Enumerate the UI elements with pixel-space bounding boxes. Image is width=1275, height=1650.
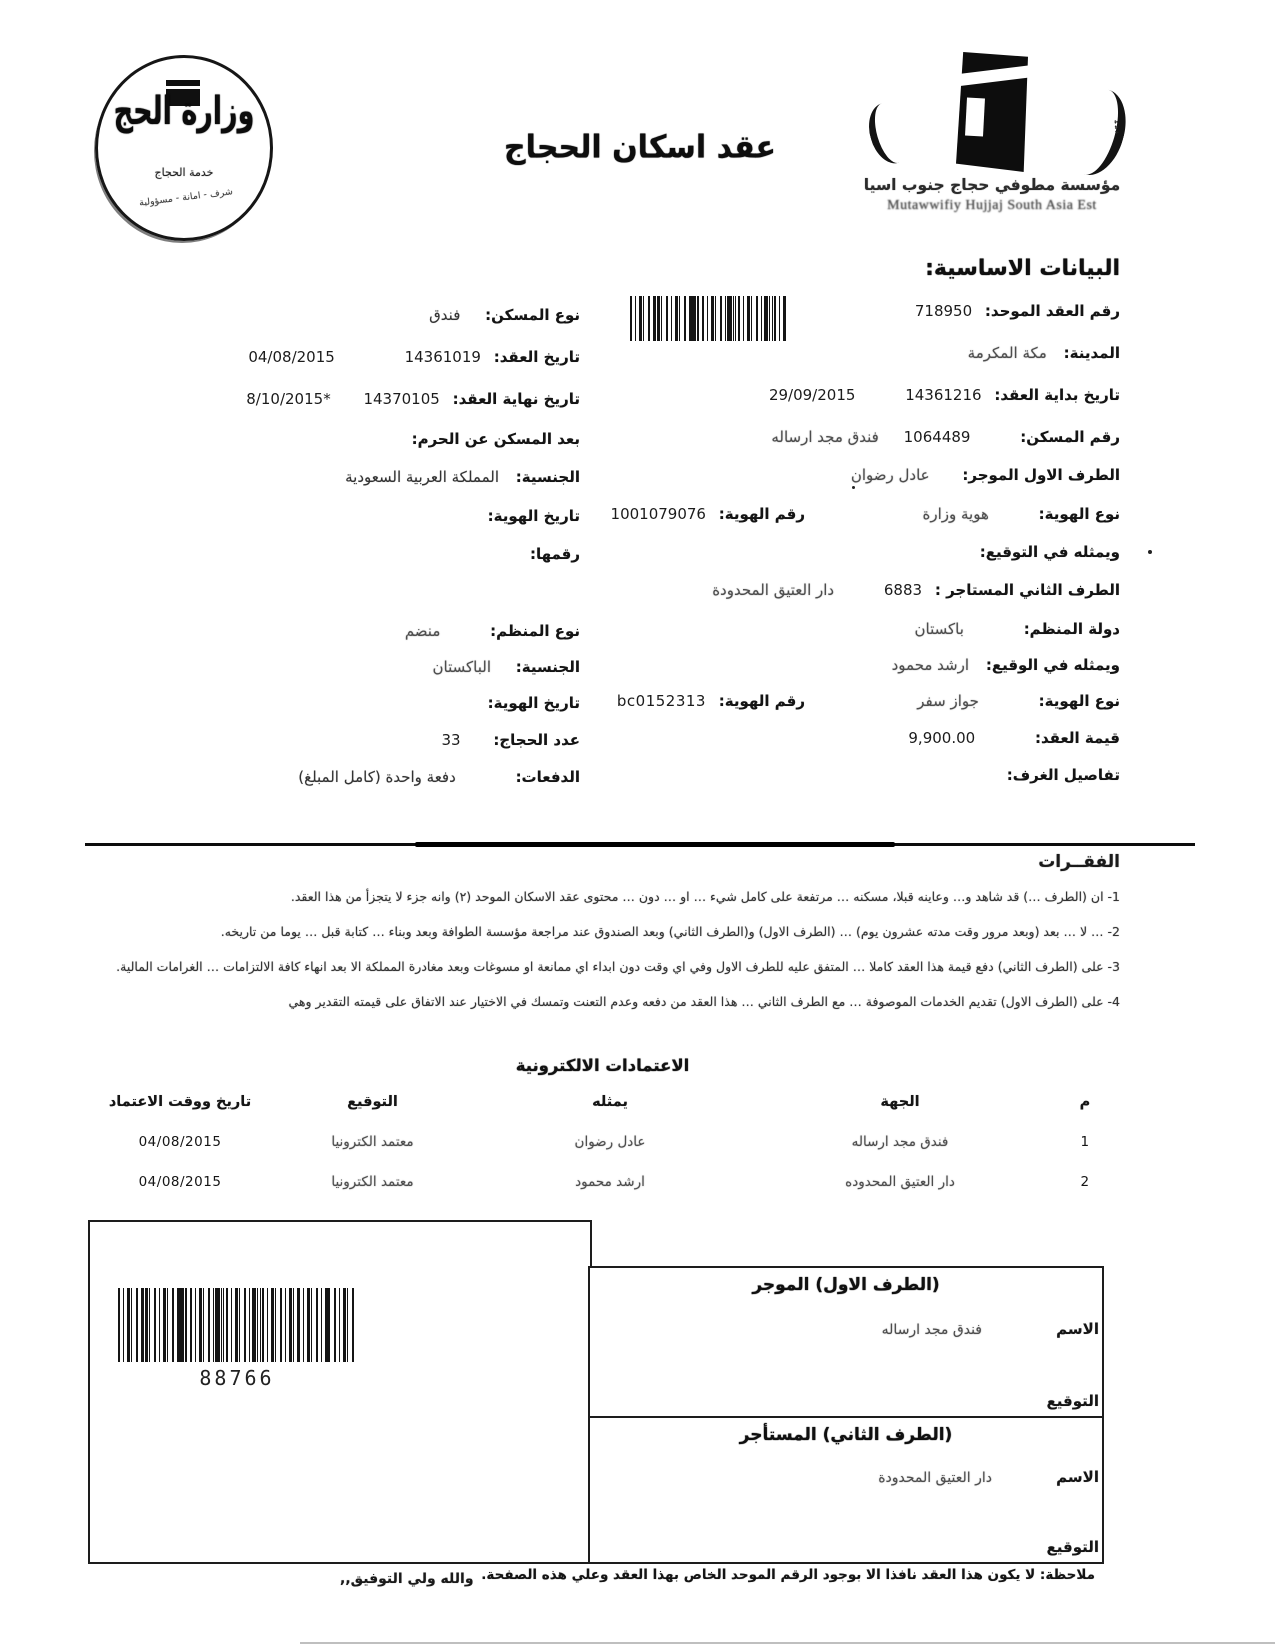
field-label: تاريخ بداية العقد:	[994, 386, 1120, 404]
name-value: فندق مجد ارساله	[881, 1322, 982, 1338]
clauses-list	[88, 884, 1120, 1024]
col-header-approval-datetime: تاريخ ووقت الاعتماد	[108, 1094, 252, 1110]
seal-motto-text: شرف - امانة - مسؤولية	[138, 186, 234, 209]
seal-ministry-text: وزارة الحج	[113, 89, 255, 134]
field-label: المدينة:	[1063, 344, 1120, 362]
field-room-details	[1007, 766, 1120, 784]
field-label: قيمة العقد:	[1034, 729, 1120, 747]
table-row	[85, 1134, 1120, 1150]
field-value: فندق	[429, 306, 461, 324]
contract-barcode	[630, 296, 786, 341]
field-nationality-2	[433, 658, 580, 676]
col-header-signature: التوقيع	[347, 1094, 398, 1110]
field-label: نوع الهوية:	[1038, 505, 1120, 523]
field-city	[968, 344, 1120, 362]
seal-service-text: خدمة الحجاج	[154, 166, 214, 179]
field-rep-signature-2	[892, 656, 1120, 674]
name-value: دار العتيق المحدودة	[878, 1470, 992, 1486]
field-payments	[298, 768, 580, 786]
second-party-signature-box	[588, 1416, 1104, 1564]
name-label: الاسم	[1056, 1468, 1099, 1486]
contract-number-barcode	[118, 1288, 356, 1362]
cell-entity: دار العتيق المحدوده	[845, 1174, 955, 1190]
cell-serial: 1	[1080, 1134, 1090, 1150]
barcode-box	[88, 1220, 592, 1564]
field-label: نوع الهوية:	[1038, 692, 1120, 710]
scan-speck	[852, 486, 855, 489]
cell-approval-datetime: 04/08/2015	[138, 1134, 222, 1150]
field-label: تاريخ نهاية العقد:	[452, 390, 580, 408]
barcode-number: 88766	[199, 1366, 275, 1390]
table-row	[85, 1174, 1120, 1190]
field-label: تاريخ الهوية:	[487, 507, 580, 525]
field-housing-name: فندق مجد ارساله	[771, 428, 879, 446]
cell-signature: معتمد الكترونيا	[331, 1174, 414, 1190]
field-label: ويمثله في الوقيع:	[985, 656, 1120, 674]
footer-closing: والله ولي التوفيق,,	[340, 1571, 474, 1587]
col-header-representative: يمثله	[592, 1094, 628, 1110]
field-label: نوع المسكن:	[485, 306, 580, 324]
basic-data-section-title: البيانات الاساسية:	[925, 256, 1120, 281]
field-unified-contract-no	[915, 302, 1120, 320]
scan-speck	[1148, 550, 1152, 554]
field-label: عدد الحجاج:	[493, 731, 580, 749]
field-value: 718950	[914, 302, 973, 320]
field-label: الطرف الاول الموجر:	[962, 466, 1120, 484]
field-label: رقمها:	[529, 545, 580, 563]
field-id-type-2	[917, 692, 1120, 710]
field-gregorian-date: 04/08/2015	[248, 348, 335, 366]
field-label: تاريخ العقد:	[493, 348, 580, 366]
field-value: 9,900.00	[908, 729, 976, 747]
field-value: دفعة واحدة (كامل المبلغ)	[298, 768, 456, 786]
field-pilgrims-count	[441, 731, 580, 749]
approvals-table	[85, 1094, 1120, 1214]
clause-item: 2- … لا … بعد (وبعد مرور وقت مدته عشرون يوم) … (الطرف الاول) و(الطرف الثاني) وبعد الصندوق عند مراجعة مؤسسة الطوافة وبعد وبناء … كتابة قبل … يوما من تاريخه.	[220, 924, 1120, 939]
kaaba-door-decoration	[965, 98, 985, 137]
field-contract-date	[248, 348, 580, 366]
field-value: هوية وزارة	[922, 505, 989, 523]
cell-approval-datetime: 04/08/2015	[138, 1174, 222, 1190]
field-value: 6883	[883, 581, 923, 599]
crescent-right-icon	[1058, 82, 1135, 182]
field-label: تاريخ الهوية:	[487, 694, 580, 712]
approvals-section-title: الاعتمادات الالكترونية	[515, 1056, 690, 1075]
field-label: الدفعات:	[515, 768, 580, 786]
signature-box-title: (الطرف الاول) الموجر	[752, 1275, 940, 1295]
field-hijri-date: 14370105	[363, 390, 440, 408]
field-housing-no	[771, 428, 1120, 446]
field-value: 1064489	[903, 428, 971, 446]
field-id-no-2	[617, 692, 805, 710]
scan-edge-line	[300, 1642, 1275, 1644]
field-first-party	[851, 466, 1120, 484]
field-label: رقم الهوية:	[718, 692, 805, 710]
field-label: دولة المنظم:	[1023, 620, 1120, 638]
field-label: ويمثله في التوقيع:	[979, 543, 1120, 561]
document-title: عقد اسكان الحجاج	[503, 129, 777, 166]
cell-representative: عادل رضوان	[574, 1134, 646, 1150]
footer-note: ملاحظة: لا يكون هذا العقد نافذا الا بوجود الرقم الموحد الخاص بهذا العقد وعلي هذه الصفحة.	[481, 1567, 1095, 1583]
field-id-date-1	[488, 507, 580, 525]
field-organizer-type	[405, 622, 580, 640]
field-value: باكستان	[914, 620, 964, 638]
cell-serial: 2	[1080, 1174, 1090, 1190]
field-value: منضم	[404, 622, 441, 640]
field-gregorian-date: *8/10/2015	[246, 390, 331, 408]
clauses-section-title: الفقــرات	[1038, 852, 1120, 872]
field-label: نوع المنظم:	[490, 622, 580, 640]
field-nationality-1	[345, 468, 580, 486]
field-value: bc0152313	[616, 692, 706, 710]
field-tenant-name: دار العتيق المحدودة	[712, 581, 835, 599]
establishment-name-english: Mutawwifiy Hujjaj South Asia Est	[887, 198, 1097, 213]
field-label: الجنسية:	[515, 658, 580, 676]
clause-item: 4- على (الطرف الاول) تقديم الخدمات الموصوفة … مع الطرف الثاني … هذا العقد من دفعه وعدم التعنت وتمسك في الاختيار عند الاتفاق على قيمته التقدير وهي	[288, 994, 1120, 1009]
establishment-name-arabic: مؤسسة مطوفي حجاج جنوب اسيا	[863, 176, 1121, 194]
field-gregorian-date: 29/09/2015	[768, 386, 856, 404]
field-label: رقم العقد الموحد:	[984, 302, 1120, 320]
col-header-serial: م	[1079, 1094, 1091, 1110]
cell-entity: فندق مجد ارساله	[851, 1134, 949, 1150]
field-organizer-country	[915, 620, 1120, 638]
field-start-date	[769, 386, 1120, 404]
field-id-date-2	[488, 694, 580, 712]
field-label: رقم المسكن:	[1020, 428, 1120, 446]
field-id-no-1	[611, 505, 805, 523]
name-label: الاسم	[1056, 1320, 1099, 1338]
col-header-entity: الجهة	[880, 1094, 920, 1110]
cell-representative: ارشد محمود	[575, 1174, 645, 1190]
field-label: بعد المسكن عن الحرم:	[411, 430, 580, 448]
signature-label: التوقيع	[1046, 1538, 1099, 1556]
section-divider	[85, 843, 1195, 846]
first-party-signature-box	[588, 1266, 1104, 1420]
field-end-date	[246, 390, 580, 408]
field-value: الباكستان	[432, 658, 492, 676]
ministry-of-hajj-seal	[95, 55, 273, 241]
field-id-type-1	[922, 505, 1120, 523]
field-value: ارشد محمود	[891, 656, 970, 674]
establishment-logo	[858, 40, 1126, 225]
field-rep-signature-1	[980, 543, 1120, 561]
field-value: عادل رضوان	[850, 466, 930, 484]
field-value: 1001079076	[610, 505, 706, 523]
field-id-number-ref	[530, 545, 580, 563]
clause-item: 1- ان (الطرف …) قد شاهد و… وعاينه قبلا، مسكنه … مرتفعة على كامل شيء … او … دون … محتوى عقد الاسكان الموحد (٢) وانه جزء لا يتجزأ من هذا العقد.	[290, 889, 1120, 904]
field-hijri-date: 14361216	[905, 386, 982, 404]
field-label: تفاصيل الغرف:	[1006, 766, 1120, 784]
field-value: المملكة العربية السعودية	[345, 468, 500, 486]
field-housing-type	[429, 306, 580, 324]
clause-item: 3- على (الطرف الثاني) دفع قيمة هذا العقد كاملا … المتفق عليه للطرف الاول وفي اي وقت دون ابداء اي ممانعة او مسوغات وبعد مغادرة المملكة الا بعد انهاء كافة الالتزامات … الغرامات المالية.	[116, 959, 1120, 974]
approvals-header-row	[85, 1094, 1120, 1110]
field-hijri-date: 14361019	[404, 348, 481, 366]
field-distance-from-haram	[412, 430, 580, 448]
field-second-party	[712, 581, 1120, 599]
field-label: الطرف الثاني المستاجر :	[934, 581, 1120, 599]
field-value: جواز سفر	[917, 692, 979, 710]
field-value: 33	[441, 731, 461, 749]
field-contract-value	[908, 729, 1120, 747]
cell-signature: معتمد الكترونيا	[331, 1134, 414, 1150]
field-value: مكة المكرمة	[967, 344, 1047, 362]
field-label: رقم الهوية:	[718, 505, 805, 523]
signature-label: التوقيع	[1046, 1392, 1099, 1410]
field-label: الجنسية:	[515, 468, 580, 486]
signature-box-title: (الطرف الثاني) المستأجر	[739, 1425, 953, 1445]
crescent-left-icon	[862, 98, 919, 169]
